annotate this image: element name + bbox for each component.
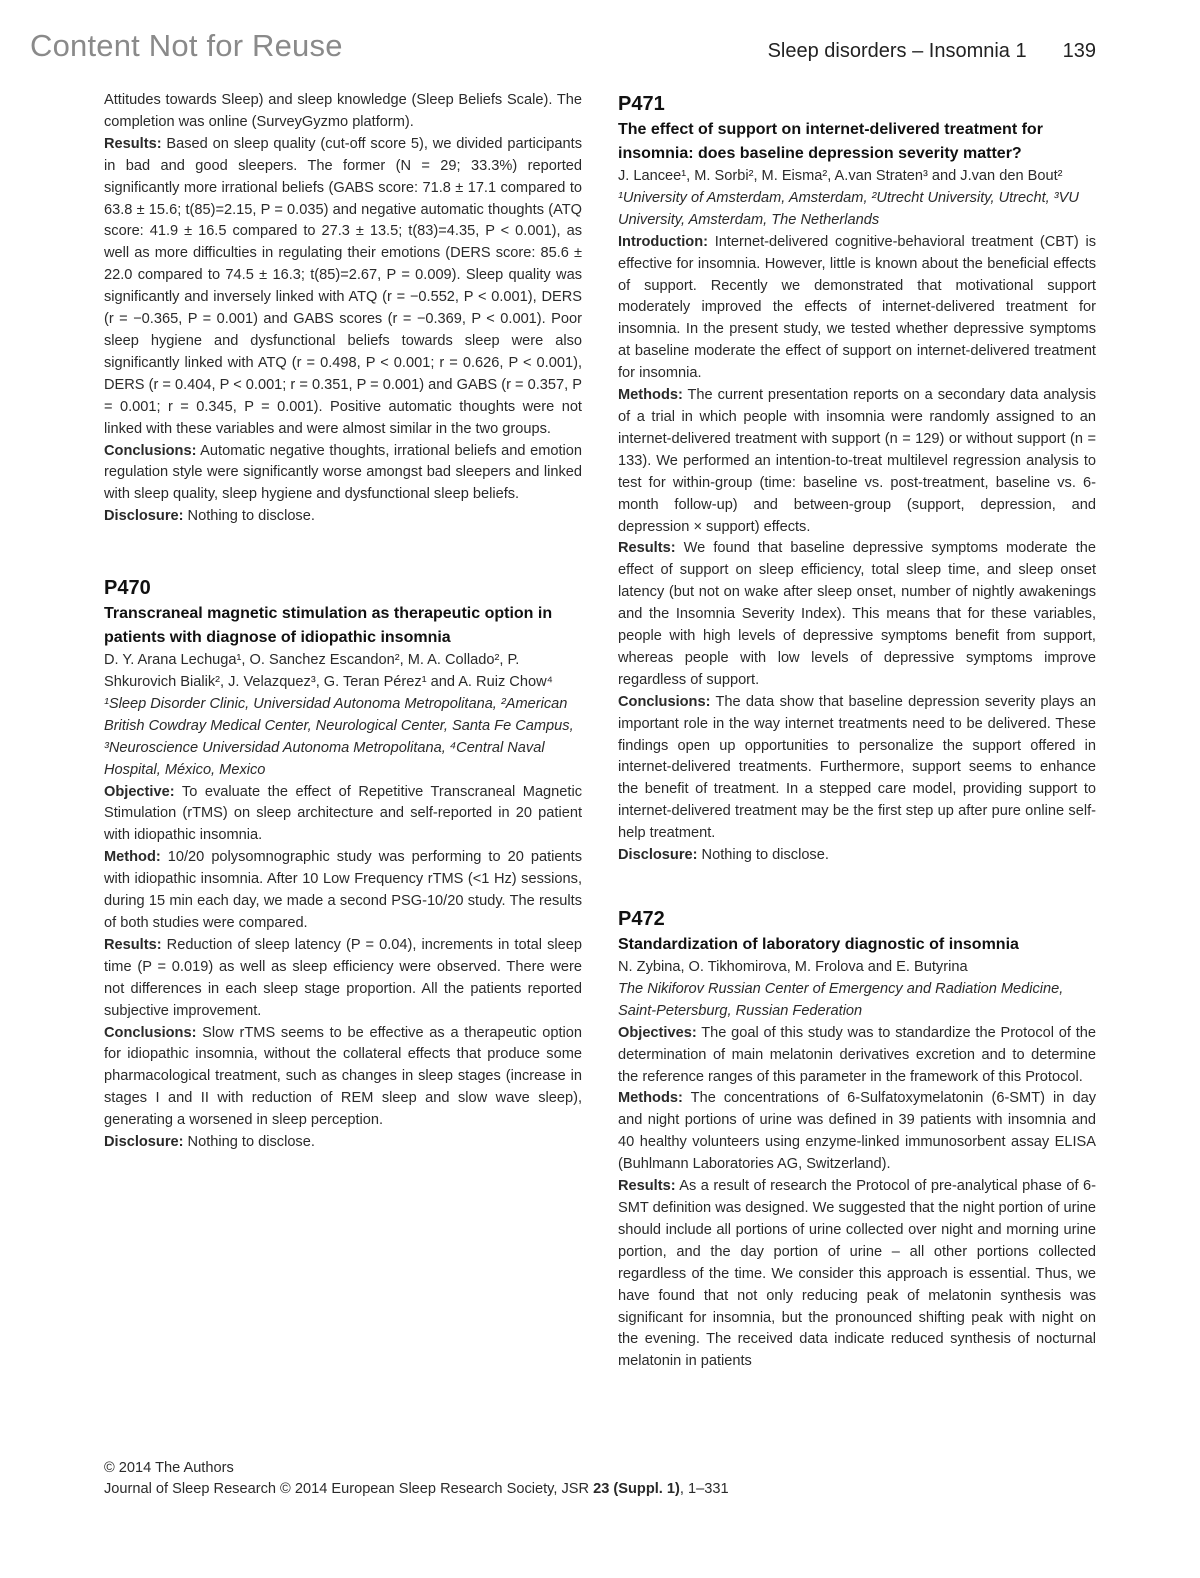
section-label: Results: xyxy=(104,135,162,152)
method-paragraph xyxy=(104,847,582,935)
section-text: Based on sleep quality (cut-off score 5), we divided participants in bad and good sleepers. The former (N = 29; 33.3%) reported significantly more irrational beliefs (GABS score: 71.8 ± 17.1 compared to 63.8 ± 15.6; t(85)=2.15, P = 0.035) and negative automatic thoughts (ATQ score: 41.9 ± 16.5 compared to 27.3 ± 13.5; t(83)=4.35, P < 0.001), as well as more difficulties in regulating their emotions (DERS score: 85.6 ± 22.0 compared to 74.5 ± 16.3; t(85)=2.67, P = 0.009). Sleep quality was significantly and inversely linked with ATQ (r = −0.552, P < 0.001), DERS (r = −0.365, P = 0.001) and GABS scores (r = −0.369, P < 0.001). Poor sleep hygiene and dysfunctional beliefs towards sleep were also significantly linked with ATQ (r = 0.498, P < 0.001; r = 0.626, P < 0.001), DERS (r = 0.404, P < 0.001; r = 0.351, P = 0.001) and GABS (r = 0.357, P = 0.001; r = 0.345, P = 0.001). Positive automatic thoughts were not linked with these variables and were almost similar in the two groups. xyxy=(104,135,582,437)
disclosure-paragraph xyxy=(104,1132,582,1154)
abstract-affiliations: The Nikiforov Russian Center of Emergency and Radiation Medicine, Saint-Petersburg, Russian Federation xyxy=(618,980,1064,1019)
abstract-authors: N. Zybina, O. Tikhomirova, M. Frolova and E. Butyrina xyxy=(618,959,968,975)
running-head xyxy=(768,40,1096,63)
section-title: Sleep disorders – Insomnia 1 xyxy=(767,40,1027,62)
objective-paragraph xyxy=(104,782,582,848)
abstract-p472 xyxy=(618,905,1096,1373)
section-text: The current presentation reports on a secondary data analysis of a trial in which people with insomnia were randomly assigned to an internet-delivered treatment with support (n = 129) or without support (n = 133). We performed an intention-to-treat multilevel regression analysis to test for within-group (time: baseline vs. post-treatment, baseline vs. 6-month follow-up) and between-group (support, depression, and depression × support) effects. xyxy=(618,387,1096,535)
section-text: To evaluate the effect of Repetitive Transcraneal Magnetic Stimulation (rTMS) on sleep architecture and self-reported in 20 patient with idiopathic insomnia. xyxy=(104,783,582,844)
volume: 23 (Suppl. 1) xyxy=(593,1481,680,1497)
right-column xyxy=(618,90,1096,1373)
section-text: Internet-delivered cognitive-behavioral treatment (CBT) is effective for insomnia. However, little is known about the beneficial effects of support. Recently we demonstrated that motivational support moderately improved the effects of internet-delivered treatment for insomnia. In the present study, we tested whether depressive symptoms at baseline moderate the effect of support on internet-delivered treatment for insomnia. xyxy=(618,233,1096,382)
section-label: Disclosure: xyxy=(104,1134,184,1151)
results-paragraph xyxy=(618,538,1096,691)
section-label: Objective: xyxy=(104,783,175,800)
results-paragraph xyxy=(104,935,582,1023)
section-label: Conclusions: xyxy=(104,1024,197,1041)
results-paragraph xyxy=(104,134,582,441)
section-label: Results: xyxy=(618,1178,676,1195)
section-label: Method: xyxy=(104,849,161,866)
journal-citation xyxy=(104,1479,729,1500)
copyright-line: © 2014 The Authors xyxy=(104,1460,234,1476)
section-label: Conclusions: xyxy=(104,442,197,459)
continued-text: Attitudes towards Sleep) and sleep knowledge (Sleep Beliefs Scale). The completion was online (SurveyGyzmo platform). xyxy=(104,92,582,130)
abstract-affiliations: ¹University of Amsterdam, Amsterdam, ²Utrecht University, Utrecht, ³VU University, Amsterdam, The Netherlands xyxy=(618,189,1079,228)
section-label: Methods: xyxy=(618,387,683,404)
results-paragraph xyxy=(618,1176,1096,1373)
section-text: Nothing to disclose. xyxy=(183,1134,315,1151)
section-text: The data show that baseline depression severity plays an important role in the way internet treatments need to be delivered. These findings open up opportunities to personalize the support offered in internet-delivered treatments. Furthermore, support seems to enhance the benefit of treatment. In a stepped care model, providing support to internet-delivered treatment may be the first step up after pure online self-help treatment. xyxy=(618,693,1096,842)
section-text: Slow rTMS seems to be effective as a therapeutic option for idiopathic insomnia, without the collateral effects that produce some pharmacological treatment, such as changes in sleep stages (increase in stages I and II with reduction of REM sleep and slow wave sleep), generating a worsened in sleep perception. xyxy=(104,1024,582,1129)
methods-paragraph xyxy=(618,385,1096,538)
watermark: Content Not for Reuse xyxy=(30,28,343,63)
conclusions-paragraph xyxy=(104,1023,582,1133)
objectives-paragraph xyxy=(618,1023,1096,1089)
left-column xyxy=(104,90,582,1154)
section-text: The concentrations of 6-Sulfatoxymelatonin (6-SMT) in day and night portions of urine was defined in 39 patients with insomnia and 40 healthy volunteers using enzyme-linked immunosorbent assay ELISA (Buhlmann Laboratories AG, Switzerland). xyxy=(618,1090,1096,1173)
section-text: Nothing to disclose. xyxy=(697,847,829,864)
abstract-id: P471 xyxy=(618,93,665,115)
section-label: Methods: xyxy=(618,1090,683,1107)
section-text: We found that baseline depressive symptoms moderate the effect of support on sleep efficiency, total sleep time, and sleep onset latency (but not on wake after sleep onset, number of nightly awakenings and the Insomnia Severity Index). This means that for these variables, people with high levels of depressive symptoms benefit from support, whereas people with low levels of depressive symptoms improve regardless of support. xyxy=(618,540,1096,688)
section-label: Results: xyxy=(104,936,162,953)
page-footer xyxy=(104,1458,729,1500)
abstract-affiliations: ¹Sleep Disorder Clinic, Universidad Autonoma Metropolitana, ²American British Cowdray Medical Center, Neurological Center, Santa Fe Campus, ³Neuroscience Universidad Autonoma Metropolitana, ⁴Central Naval Hospital, México, Mexico xyxy=(104,695,574,778)
abstract-id: P472 xyxy=(618,908,665,930)
section-text: Nothing to disclose. xyxy=(183,508,315,525)
conclusions-paragraph xyxy=(618,692,1096,845)
section-text: As a result of research the Protocol of pre-analytical phase of 6-SMT definition was designed. We suggested that the night portion of urine should include all portions of urine collected over night and morning urine portion, and the day portion of urine – all other portions collected regardless of the time. We consider this approach is essential. Thus, we have found that not only reducing peak of melatonin synthesis was significant for insomnia, but the pronounced shifting peak with night on the evening. The received data indicate reduced synthesis of nocturnal melatonin in patients xyxy=(618,1178,1096,1370)
disclosure-paragraph xyxy=(618,845,1096,867)
section-text: 10/20 polysomnographic study was performing to 20 patients with idiopathic insomnia. After 10 Low Frequency rTMS (<1 Hz) sessions, during 15 min each day, we made a second PSG-10/20 study. The results of both studies were compared. xyxy=(104,849,582,931)
section-label: Disclosure: xyxy=(104,508,184,525)
disclosure-paragraph xyxy=(104,506,582,528)
abstract-p471 xyxy=(618,90,1096,867)
methods-paragraph xyxy=(618,1088,1096,1176)
section-text: The goal of this study was to standardize the Protocol of the determination of main melatonin derivatives excretion and to determine the reference ranges of this parameter in the framework of this Protocol. xyxy=(618,1024,1096,1085)
abstract-id: P470 xyxy=(104,577,151,600)
section-label: Introduction: xyxy=(618,233,708,250)
section-label: Disclosure: xyxy=(618,847,698,864)
abstract-authors: D. Y. Arana Lechuga¹, O. Sanchez Escandon², M. A. Collado², P. Shkurovich Bialik², J. Velazquez³, G. Teran Pérez¹ and A. Ruiz Chow⁴ xyxy=(104,652,553,691)
section-label: Results: xyxy=(618,540,676,557)
page-range: , 1–331 xyxy=(679,1481,729,1497)
section-text: Reduction of sleep latency (P = 0.04), increments in total sleep time (P = 0.019) as well as sleep efficiency were observed. There were not differences in each sleep stage proportion. All the patients reported subjective improvement. xyxy=(104,936,582,1019)
section-text: Automatic negative thoughts, irrational beliefs and emotion regulation style were significantly worse amongst bad sleepers and linked with sleep quality, sleep hygiene and dysfunctional sleep beliefs. xyxy=(104,442,582,503)
introduction-paragraph xyxy=(618,232,1096,385)
abstract-title: Transcraneal magnetic stimulation as therapeutic option in patients with diagnose of idiopathic insomnia xyxy=(104,605,553,647)
page-number: 139 xyxy=(1062,40,1096,62)
journal-name: Journal of Sleep Research © 2014 European Sleep Research Society, JSR xyxy=(104,1481,594,1497)
abstract-authors: J. Lancee¹, M. Sorbi², M. Eisma², A.van Straten³ and J.van den Bout² xyxy=(618,168,1063,184)
section-label: Conclusions: xyxy=(618,693,711,710)
section-label: Objectives: xyxy=(618,1024,697,1041)
abstract-p470 xyxy=(104,574,582,1154)
conclusions-paragraph xyxy=(104,441,582,507)
abstract-title: Standardization of laboratory diagnostic of insomnia xyxy=(618,936,1019,953)
abstract-title: The effect of support on internet-delivered treatment for insomnia: does baseline depression severity matter? xyxy=(618,121,1043,162)
